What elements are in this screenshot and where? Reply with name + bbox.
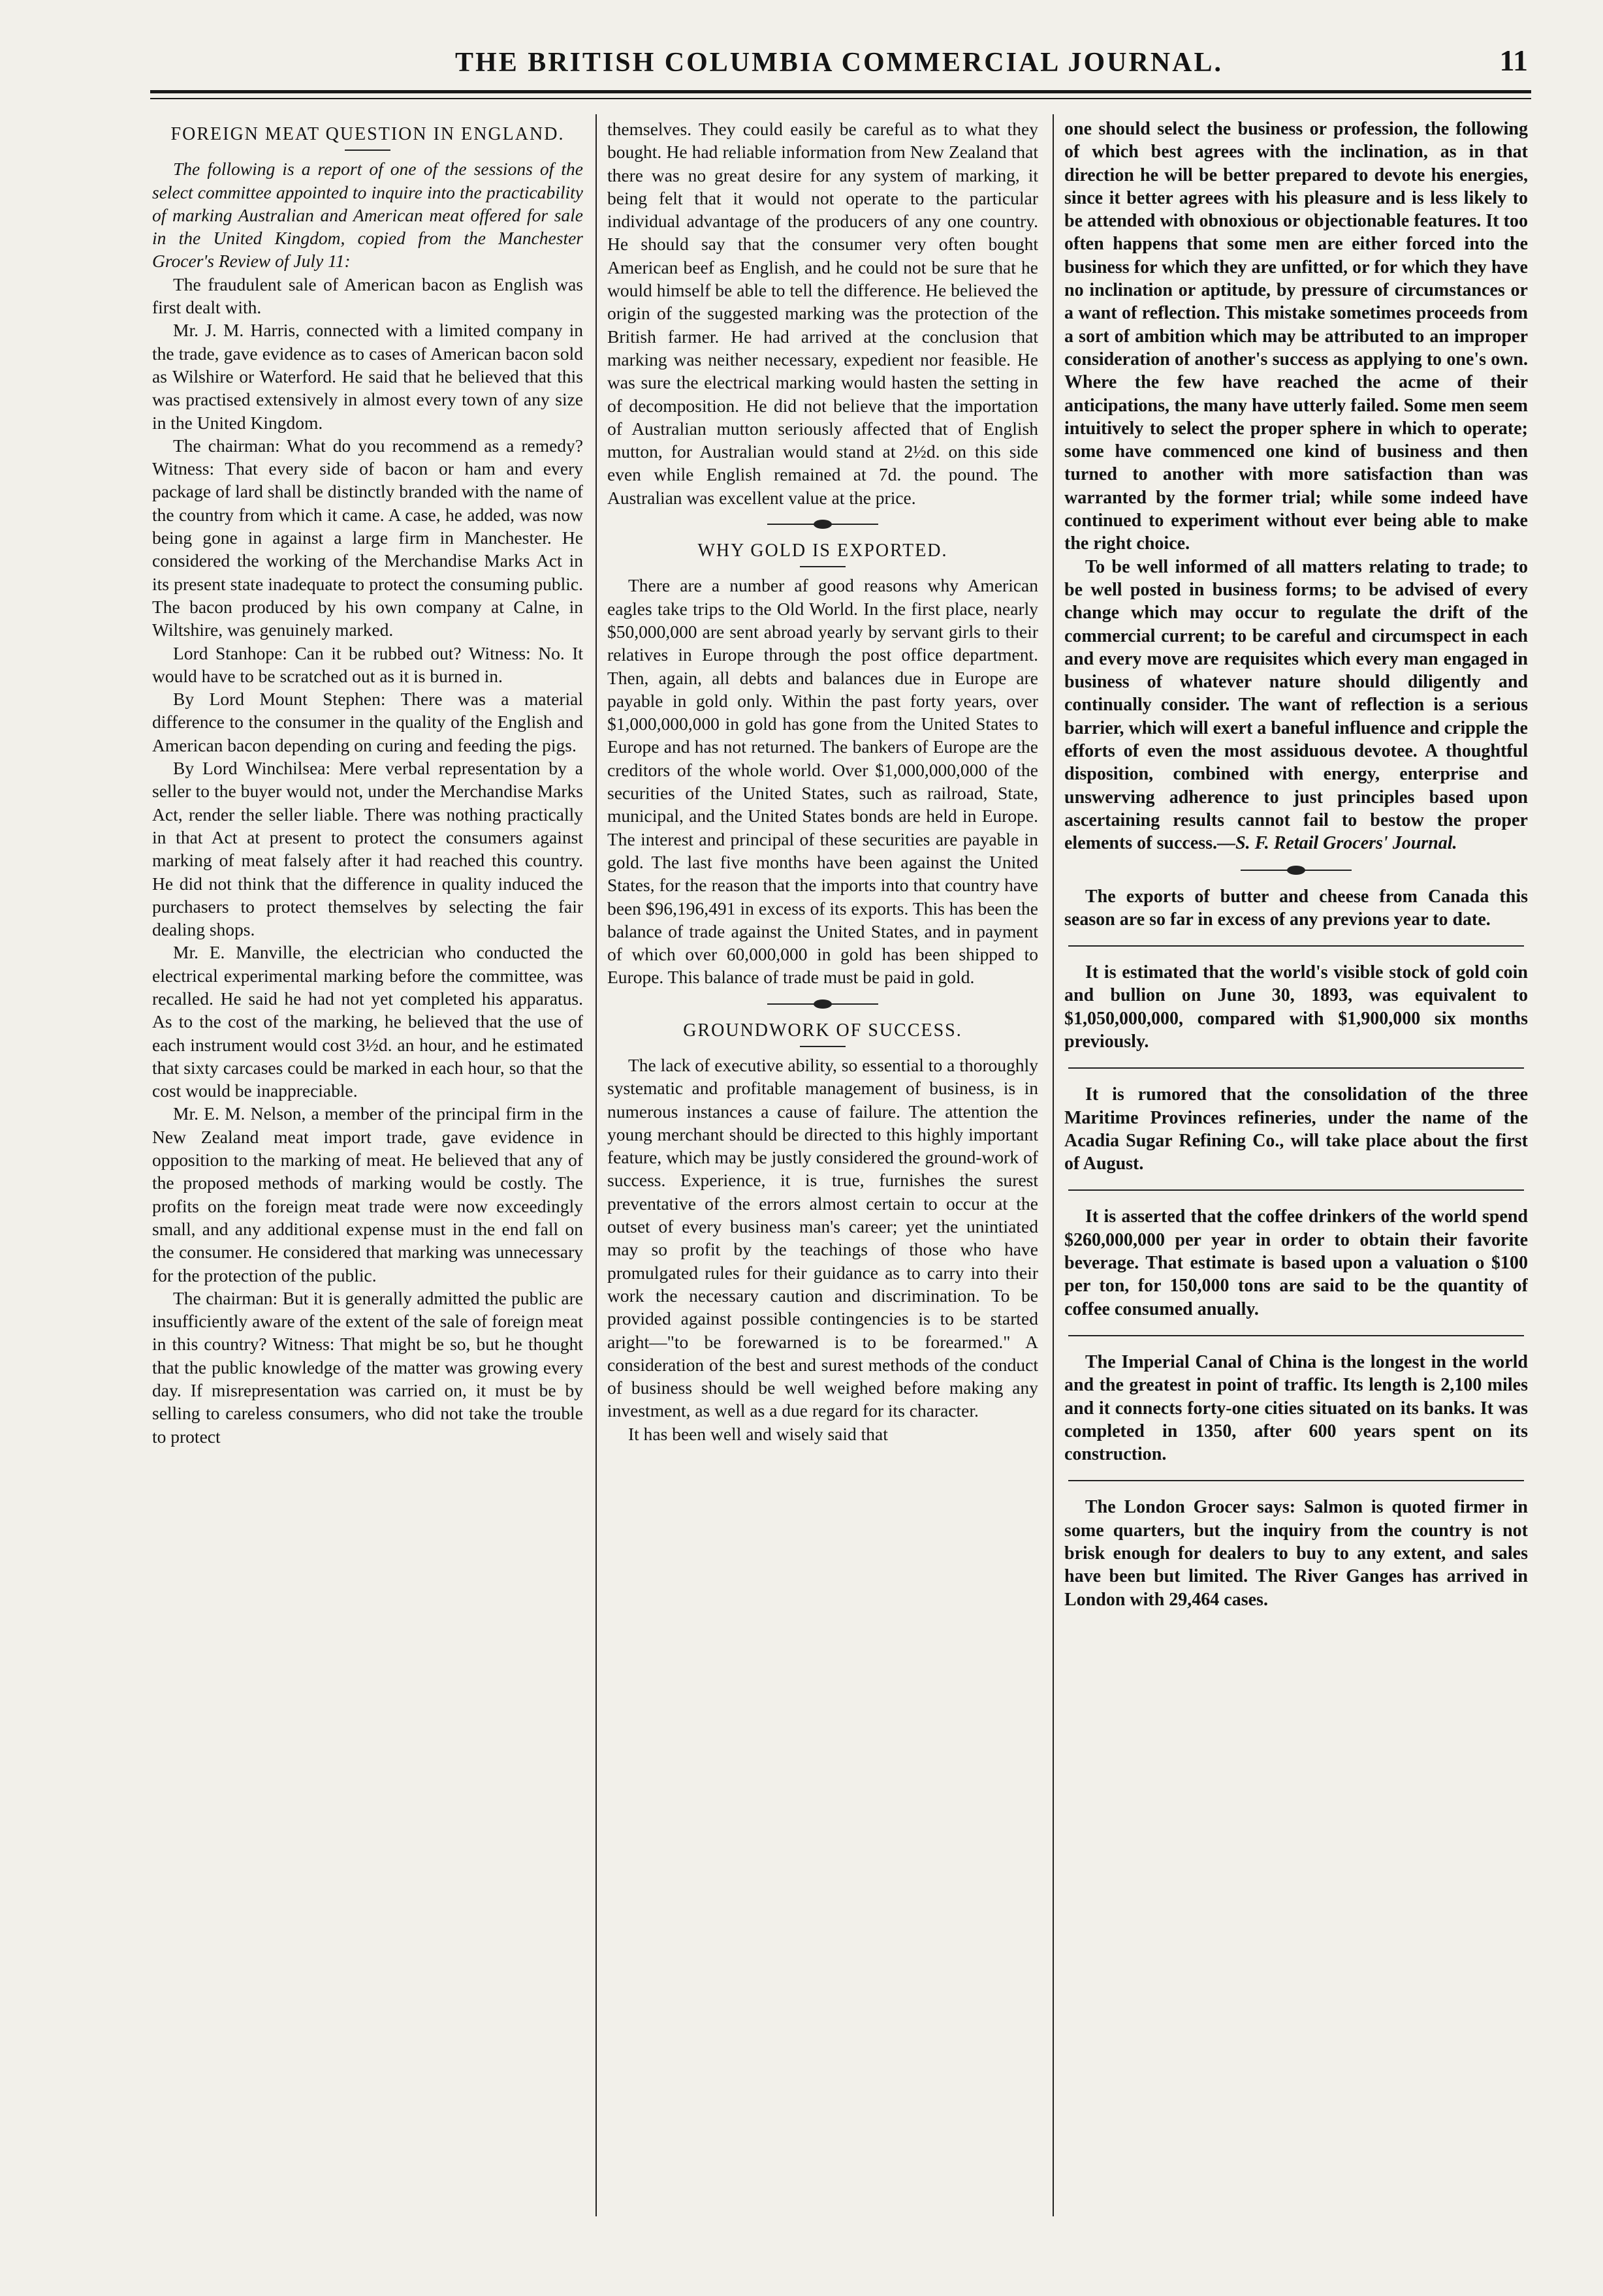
header-rule-thin <box>150 98 1531 99</box>
masthead <box>150 40 1528 87</box>
article-heading-gold: WHY GOLD IS EXPORTED. <box>697 541 948 561</box>
news-note: It is asserted that the coffee drinkers of the world spend $260,000,000 per year in order to obtain their favorite beverage. That estimate is based upon a valuation o $100 per ton, for 150,000 tons are said to be the quantity of coffee consumed anually. <box>1064 1206 1528 1319</box>
heading-rule <box>345 149 390 151</box>
paragraph: Lord Stanhope: Can it be rubbed out? Witness: No. It would have to be scratched out as it is burned in. <box>152 642 583 686</box>
article-intro: The following is a report of one of the sessions of the select committee appointed to inquire into the practicability of marking Australian and American meat offered for sale in the United Kingdom, copied from the Manchester Grocer's Review of July 11: <box>152 159 583 272</box>
news-note: The London Grocer says: Salmon is quoted firmer in some quarters, but the inquiry from the country is not brisk enough for dealers to buy to any extent, and sales have been but limited. The River Ganges has arrived in London with 29,464 cases. <box>1064 1497 1528 1610</box>
paragraph: The chairman: But it is generally admitted the public are insufficiently aware of the extent of the sale of foreign meat in this country? Witness: That might be so, but he thought that the public knowledge of the matter was growing every day. If misrepresentation was carried on, it must be by selling to careless consumers, who did not take the trouble to protect <box>152 1287 583 1447</box>
paragraph: By Lord Winchilsea: Mere verbal representation by a seller to the buyer would not, under the Merchandise Marks Act, render the seller liable. There was nothing practically in that Act at present to protect the consumers against marking of meat falsely after it had reached this country. He did not think that the difference in quality induced the purchasers to protect themselves by selecting the fair dealing shops. <box>152 758 583 940</box>
section-ornament <box>767 999 878 1009</box>
news-note: The Imperial Canal of China is the longest in the world and the greatest in point of traffic. Its length is 2,100 miles and it connects forty-one cities situated on its banks. It was completed in 1350, after 600 years spent on its construction. <box>1064 1351 1528 1465</box>
article-heading-success: GROUNDWORK OF SUCCESS. <box>683 1020 962 1041</box>
column-3 <box>1064 118 1528 2213</box>
paragraph-continued: themselves. They could easily be careful as to what they bought. He had reliable information from New Zealand that there was no great desire for any system of marking, it being felt that it would not operate to the particular individual advantage of the producers of any one country. He should say that the consumer very often bought American beef as English, and he could not be sure that he would himself be able to tell the difference. He believed the origin of the suggested marking was the protection of the British farmer. He had arrived at the conclusion that marking was neither necessary, expedient nor feasible. He was sure the electrical marking would hasten the setting in of decomposition. He did not believe that the importation of Australian mutton seriously affected that of English mutton, for Australian would stand at 2½d. on this side even while English remained at 7d. the pound. The Australian was excellent value at the price. <box>607 119 1038 508</box>
header-rule-thick <box>150 90 1531 93</box>
note-separator <box>1068 1480 1524 1481</box>
paragraph: Mr. E. M. Nelson, a member of the principal firm in the New Zealand meat import trade, gave evidence in opposition to the marking of meat. He believed that any of the proposed methods of marking would be costly. The profits on the foreign meat trade were now exceedingly small, and any additional expense must in the end fall on the consumer. He considered that marking was unnecessary for the protection of the public. <box>152 1103 583 1285</box>
note-separator <box>1068 945 1524 947</box>
section-ornament <box>767 520 878 529</box>
paragraph-continued: one should select the business or profession, the following of which best agrees with the inclination, as in that direction he will be better prepared to devote his energies, since it better agrees with his pleasure and is less likely to be attended with obnoxious or objectionable features. It too often happens that some men are either forced into the business for which they are unfitted, or for which they have no inclination or aptitude, by pressure of circumstances or a want of reflection. This mistake sometimes proceeds from a sort of ambition which may be attributed to an improper consideration of another's success as applying to one's own. Where the few have reached the acme of their anticipations, the many have utterly failed. Some men seem intuitively to select the proper sphere in which to operate; some have commenced one kind of business and then turned to another with more satisfaction than was warranted by the former trial; while some indeed have continued to experiment without ever being able to make the right choice. <box>1064 119 1528 554</box>
column-divider-2 <box>1053 114 1054 2216</box>
column-2 <box>607 118 1038 2213</box>
news-note: The exports of butter and cheese from Canada this season are so far in excess of any previons year to date. <box>1064 886 1528 930</box>
paragraph: There are a number af good reasons why American eagles take trips to the Old World. In the first place, nearly $50,000,000 are sent abroad yearly by servant girls to their relatives in Europe through the post office department. Then, again, all debts and balances due in Europe are payable in gold only. Within the past forty years, over $1,000,000,000 in gold has gone from the United States to Europe and has not returned. The bankers of Europe are the creditors of the whole world. Over $1,000,000,000 of the securities of the United States, such as railroad, State, municipal, and the United States bonds are held in Europe. The interest and principal of these securities are payable in gold. The last five months have been against the United States, for the reason that the imports into that country have been $96,196,491 in excess of its exports. This has been the balance of trade against the United States, and in payment of which over 60,000,000 in gold has been shipped to Europe. This balance of trade must be paid in gold. <box>607 575 1038 988</box>
paragraph: The lack of executive ability, so essential to a thoroughly systematic and profitable management of business, is in numerous instances a cause of failure. The attention the young merchant should be directed to this highly important feature, which may be justly considered the ground-work of success. Experience, it is true, furnishes the surest preventative of the errors almost certain to occur at the outset of every business man's career; yet the unintiated may so profit by the teachings of those who have promulgated rules for their guidance as to carry into their work the necessary caution and discrimination. To be provided against possible contingencies is to be started aright—"to be forewarned is to be forearmed." A consideration of the best and surest methods of the conduct of business should be well weighed before making any investment, as well as a due regard for its character. <box>607 1054 1038 1421</box>
column-1 <box>152 118 583 2213</box>
page-number: 11 <box>1499 44 1528 77</box>
paragraph: It has been well and wisely said that <box>628 1423 888 1444</box>
heading-rule <box>800 566 846 567</box>
news-note: It is estimated that the world's visible stock of gold coin and bullion on June 30, 1893, was equivalent to $1,050,000,000, compared with $1,900,000 six months previously. <box>1064 962 1528 1052</box>
section-ornament <box>1241 866 1352 875</box>
note-separator <box>1068 1189 1524 1191</box>
source-credit: —S. F. Retail Grocers' Journal. <box>1217 833 1457 854</box>
paragraph-text: To be well informed of all matters relating to trade; to be well posted in business forms; to be advised of every change which may occur to regulate the drift of the commercial current; to be careful and circumspect in each and every move are requisites which every man engaged in business of whatever nature should diligently and continually consider. The want of reflection is a serious barrier, which will exert a baneful influence and cripple the efforts of even the most assiduous devotee. A thoughtful disposition, combined with energy, enterprise and unswerving adherence to just principles based upon ascertaining results cannot fail to bestow the proper elements of success. <box>1064 556 1528 854</box>
note-separator <box>1068 1067 1524 1069</box>
journal-title: THE BRITISH COLUMBIA COMMERCIAL JOURNAL. <box>455 48 1223 78</box>
note-separator <box>1068 1335 1524 1336</box>
paragraph: Mr. E. Manville, the electrician who conducted the electrical experimental marking before the committee, was recalled. He said he had not yet completed his apparatus. As to the cost of the marking, he believed that the use of each instrument would cost 3½d. an hour, and he estimated that sixty carcases could be marked in each hour, so that the cost would be inappreciable. <box>152 942 583 1101</box>
paragraph <box>1064 556 1528 855</box>
paragraph: The fraudulent sale of American bacon as English was first dealt with. <box>152 274 583 318</box>
article-heading-foreign-meat: FOREIGN MEAT QUESTION IN ENGLAND. <box>170 124 565 144</box>
column-divider-1 <box>595 114 597 2216</box>
news-note: It is rumored that the consolidation of the three Maritime Provinces refineries, under the name of the Acadia Sugar Refining Co., will take place about the first of August. <box>1064 1084 1528 1174</box>
paragraph: Mr. J. M. Harris, connected with a limited company in the trade, gave evidence as to cases of American bacon sold as Wilshire or Waterford. He said that he believed that this was practised extensively in almost every town of any size in the United Kingdom. <box>152 320 583 433</box>
heading-rule <box>800 1046 846 1047</box>
paragraph: The chairman: What do you recommend as a remedy? Witness: That every side of bacon or ham and every package of lard shall be distinctly branded with the name of the country from which it came. A case, he added, was now being gone in against a large firm in Manchester. He considered the working of the Merchandise Marks Act in its present state inadequate to protect the consuming public. The bacon produced by his own company at Calne, in Wiltshire, was genuinely marked. <box>152 435 583 640</box>
paragraph: By Lord Mount Stephen: There was a material difference to the consumer in the quality of the English and American bacon depending on curing and feeding the pigs. <box>152 689 583 755</box>
